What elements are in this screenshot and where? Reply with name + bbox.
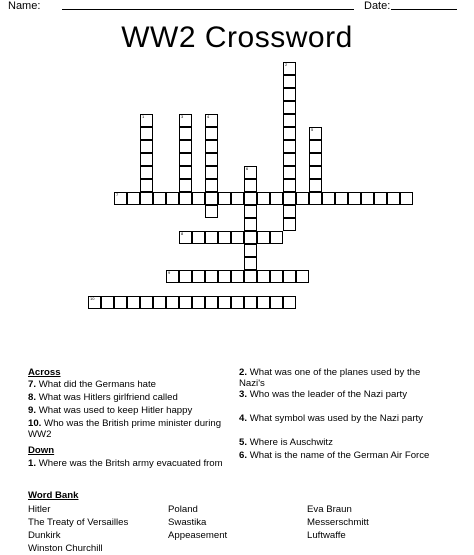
clue-across-7 (28, 379, 228, 390)
crossword-cell[interactable] (244, 270, 257, 283)
clue-number: 5. (239, 437, 248, 448)
crossword-cell[interactable] (140, 166, 153, 179)
crossword-cell[interactable] (140, 296, 153, 309)
clue-down-5 (239, 437, 439, 448)
crossword-cell[interactable] (231, 296, 244, 309)
crossword-cell[interactable] (244, 205, 257, 218)
crossword-cell[interactable] (205, 231, 218, 244)
crossword-cell[interactable] (283, 114, 296, 127)
crossword-cell[interactable] (179, 270, 192, 283)
crossword-cell[interactable] (179, 127, 192, 140)
crossword-cell[interactable] (283, 153, 296, 166)
clue-across-8 (28, 392, 228, 403)
clue-text: Where was the Britsh army evacuated from (38, 458, 223, 469)
crossword-cell[interactable] (244, 192, 257, 205)
crossword-cell[interactable] (205, 127, 218, 140)
crossword-cell[interactable] (283, 179, 296, 192)
clue-text: Who was the leader of the Nazi party (249, 389, 407, 400)
clue-down-4 (239, 413, 439, 424)
clue-number: 4. (239, 413, 248, 424)
crossword-cell[interactable] (296, 192, 309, 205)
crossword-cell[interactable] (192, 296, 205, 309)
clue-text: What is the name of the German Air Force (249, 450, 430, 461)
crossword-cell[interactable] (205, 192, 218, 205)
cell-number: 10 (90, 296, 95, 301)
crossword-cell[interactable] (257, 296, 270, 309)
word-bank-item: Dunkirk (28, 530, 61, 541)
crossword-cell[interactable] (140, 179, 153, 192)
name-label-text: Name: (8, 0, 41, 12)
cell-number: 9 (168, 270, 171, 275)
crossword-cell[interactable] (296, 270, 309, 283)
clue-text: What was Hitlers girlfriend called (38, 392, 178, 403)
crossword-cell[interactable] (127, 192, 140, 205)
crossword-cell[interactable] (179, 179, 192, 192)
cell-number: 1 (142, 114, 145, 119)
crossword-cell[interactable] (309, 166, 322, 179)
clue-across-10 (28, 418, 228, 440)
cell-number: 4 (207, 114, 210, 119)
crossword-cell[interactable] (270, 231, 283, 244)
word-bank-item: The Treaty of Versailles (28, 517, 129, 528)
crossword-cell[interactable] (283, 218, 296, 231)
crossword-cell[interactable] (244, 231, 257, 244)
word-bank-item: Luftwaffe (307, 530, 346, 541)
crossword-cell[interactable] (218, 296, 231, 309)
crossword-cell[interactable] (101, 296, 114, 309)
cell-number: 5 (311, 127, 314, 132)
cell-number: 6 (246, 166, 249, 171)
crossword-cell[interactable] (387, 192, 400, 205)
clue-text: Where is Auschwitz (249, 437, 333, 448)
crossword-cell[interactable] (244, 218, 257, 231)
crossword-cell[interactable] (283, 205, 296, 218)
word-bank-item: Swastika (168, 517, 207, 528)
crossword-cell[interactable] (218, 270, 231, 283)
crossword-cell[interactable] (283, 140, 296, 153)
clue-down-3 (239, 389, 439, 400)
crossword-cell[interactable] (309, 140, 322, 153)
crossword-cell[interactable] (140, 140, 153, 153)
date-label-text: Date: (364, 0, 391, 12)
crossword-cell[interactable] (244, 166, 257, 179)
crossword-cell[interactable] (348, 192, 361, 205)
crossword-cell[interactable] (153, 296, 166, 309)
crossword-cell[interactable] (309, 179, 322, 192)
crossword-cell[interactable] (283, 101, 296, 114)
word-bank-item: Winston Churchill (28, 543, 103, 554)
crossword-cell[interactable] (270, 270, 283, 283)
crossword-cell[interactable] (309, 127, 322, 140)
word-bank-item: Eva Braun (307, 504, 352, 515)
crossword-cell[interactable] (140, 114, 153, 127)
crossword-cell[interactable] (166, 270, 179, 283)
crossword-cell[interactable] (231, 192, 244, 205)
clue-text: What did the Germans hate (38, 379, 157, 390)
crossword-cell[interactable] (283, 62, 296, 75)
crossword-cell[interactable] (283, 127, 296, 140)
crossword-cell[interactable] (374, 192, 387, 205)
clue-text: Who was the British prime minister during WW2 (28, 418, 222, 440)
crossword-cell[interactable] (179, 166, 192, 179)
crossword-cell[interactable] (218, 231, 231, 244)
crossword-cell[interactable] (283, 88, 296, 101)
crossword-cell[interactable] (361, 192, 374, 205)
crossword-cell[interactable] (283, 296, 296, 309)
clue-down-2 (239, 367, 439, 389)
crossword-cell[interactable] (192, 192, 205, 205)
page-title: WW2 Crossword (121, 21, 353, 54)
crossword-cell[interactable] (166, 192, 179, 205)
crossword-cell[interactable] (218, 192, 231, 205)
crossword-cell[interactable] (257, 192, 270, 205)
crossword-cell[interactable] (153, 192, 166, 205)
crossword-cell[interactable] (283, 270, 296, 283)
crossword-cell[interactable] (205, 205, 218, 218)
word-bank-item: Hitler (28, 504, 51, 515)
crossword-cell[interactable] (114, 192, 127, 205)
crossword-cell[interactable] (270, 192, 283, 205)
clue-down-6 (239, 450, 439, 461)
crossword-cell[interactable] (205, 114, 218, 127)
crossword-cell[interactable] (244, 296, 257, 309)
clue-number: 6. (239, 450, 248, 461)
crossword-cell[interactable] (114, 296, 127, 309)
crossword-cell[interactable] (140, 127, 153, 140)
crossword-cell[interactable] (231, 231, 244, 244)
clue-text: What was one of the planes used by the Nazi's (239, 367, 421, 389)
crossword-cell[interactable] (283, 75, 296, 88)
crossword-cell[interactable] (283, 166, 296, 179)
crossword-cell[interactable] (244, 244, 257, 257)
crossword-cell[interactable] (205, 296, 218, 309)
crossword-cell[interactable] (179, 296, 192, 309)
crossword-cell[interactable] (231, 270, 244, 283)
clue-across-9 (28, 405, 228, 416)
crossword-cell[interactable] (244, 179, 257, 192)
crossword-cell[interactable] (166, 296, 179, 309)
crossword-cell[interactable] (257, 270, 270, 283)
crossword-cell[interactable] (257, 231, 270, 244)
cell-number: 8 (181, 231, 184, 236)
cell-number: 7 (116, 192, 119, 197)
crossword-cell[interactable] (127, 296, 140, 309)
clue-number: 8. (28, 392, 37, 403)
word-bank-item: Appeasement (168, 530, 228, 541)
crossword-cell[interactable] (140, 153, 153, 166)
crossword-cell[interactable] (309, 153, 322, 166)
across-heading: Across (28, 367, 61, 378)
crossword-cell[interactable] (205, 179, 218, 192)
crossword-cell[interactable] (205, 153, 218, 166)
crossword-cell[interactable] (244, 257, 257, 270)
crossword-cell[interactable] (205, 270, 218, 283)
clue-down-1 (28, 458, 228, 469)
crossword-cell[interactable] (140, 192, 153, 205)
crossword-cell[interactable] (322, 192, 335, 205)
word-bank-item: Messerschmitt (307, 517, 369, 528)
crossword-cell[interactable] (179, 140, 192, 153)
clue-text: What was used to keep Hitler happy (38, 405, 193, 416)
word-bank-item: Poland (168, 504, 198, 515)
crossword-cell[interactable] (179, 114, 192, 127)
clue-number: 2. (239, 367, 248, 378)
crossword-cell[interactable] (205, 166, 218, 179)
crossword-cell[interactable] (192, 270, 205, 283)
clue-text: What symbol was used by the Nazi party (249, 413, 423, 424)
clue-number: 9. (28, 405, 37, 416)
crossword-cell[interactable] (205, 140, 218, 153)
cell-number: 2 (285, 62, 288, 67)
crossword-cell[interactable] (192, 231, 205, 244)
clue-number: 7. (28, 379, 37, 390)
clue-number: 1. (28, 458, 37, 469)
crossword-cell[interactable] (179, 192, 192, 205)
crossword-cell[interactable] (335, 192, 348, 205)
crossword-cell[interactable] (179, 231, 192, 244)
down-heading: Down (28, 445, 55, 456)
crossword-cell[interactable] (400, 192, 413, 205)
crossword-cell[interactable] (179, 153, 192, 166)
cell-number: 3 (181, 114, 184, 119)
clue-number: 10. (28, 418, 42, 429)
word-bank-heading: Word Bank (28, 490, 79, 501)
crossword-cell[interactable] (270, 296, 283, 309)
clue-number: 3. (239, 389, 248, 400)
crossword-cell[interactable] (88, 296, 101, 309)
crossword-cell[interactable] (309, 192, 322, 205)
crossword-cell[interactable] (283, 192, 296, 205)
